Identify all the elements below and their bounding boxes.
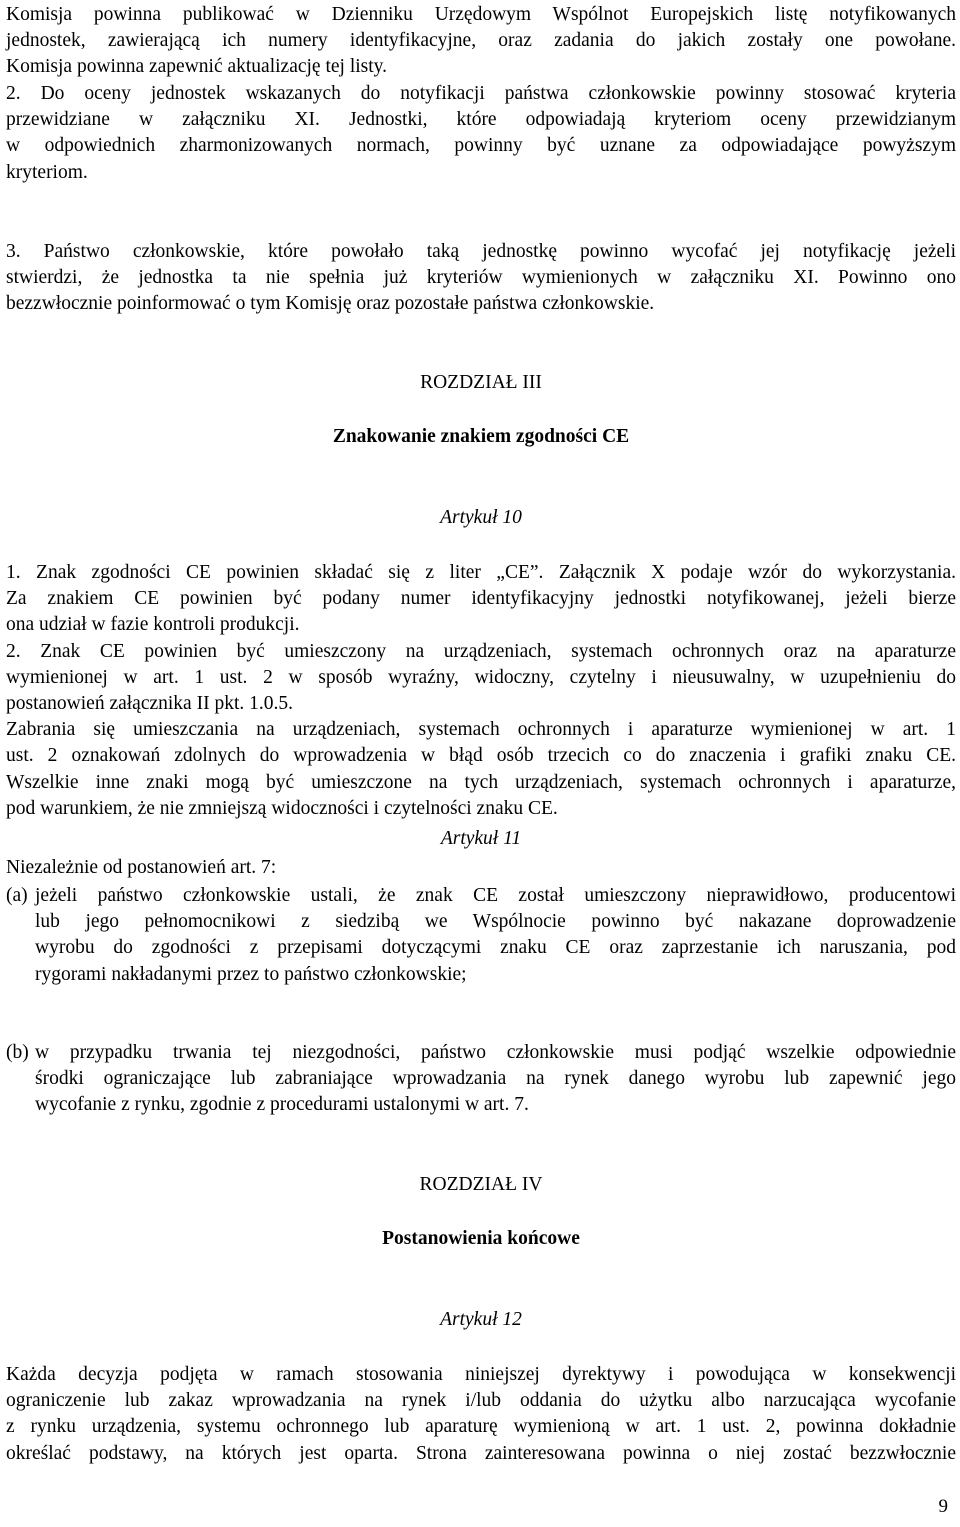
text-line: lub jego pełnomocnikowi z siedzibą we Wspólnocie powinno być nakazane doprowadzenie bbox=[35, 911, 956, 933]
article-10-text bbox=[6, 560, 956, 822]
list-item-b bbox=[6, 1040, 956, 1119]
text-line: środki ograniczające lub zabraniające wprowadzania na rynek danego wyrobu lub zapewnić jego bbox=[35, 1068, 956, 1090]
text-line: stwierdzi, że jednostka ta nie spełnia już kryteriów wymienionych w załączniku XI. Powinno ono bbox=[6, 267, 956, 289]
text-line: Wszelkie inne znaki mogą być umieszczone na tych urządzeniach, systemach ochronnych i aparaturze, bbox=[6, 771, 956, 793]
text-line: przewidziane w załączniku XI. Jednostki, które odpowiadają kryteriom oceny przewidzianym bbox=[6, 109, 956, 131]
text-line: 2. Do oceny jednostek wskazanych do notyfikacji państwa członkowskie powinny stosować kryteria bbox=[6, 83, 956, 104]
text-line: wycofanie z rynku, zgodnie z procedurami ustalonymi w art. 7. bbox=[35, 1094, 529, 1116]
text-line: Komisja powinna zapewnić aktualizację tej listy. bbox=[6, 56, 388, 78]
chapter-heading: ROZDZIAŁ III bbox=[420, 372, 542, 393]
text-line: z rynku urządzenia, systemu ochronnego lub aparaturę wymienioną w art. 1 ust. 2, powinna dokładnie bbox=[6, 1416, 956, 1438]
list-item-a bbox=[6, 883, 956, 988]
chapter-title: Postanowienia końcowe bbox=[382, 1228, 580, 1249]
text-line: wymienionej w art. 1 ust. 2 w sposób wyraźny, widoczny, czytelny i nieusuwalny, w uzupełnieniu do bbox=[6, 666, 956, 688]
chapter-title: Znakowanie znakiem zgodności CE bbox=[332, 426, 630, 447]
text-line: Zabrania się umieszczania na urządzeniach, systemach ochronnych i aparaturze wymienionej w art. 1 bbox=[6, 719, 956, 741]
text-line: kryteriom. bbox=[6, 161, 88, 183]
article-heading: Artykuł 11 bbox=[440, 828, 522, 849]
paragraph-2 bbox=[6, 81, 956, 186]
text-line: rygorami nakładanymi przez to państwo członkowskie; bbox=[35, 963, 467, 985]
text-line: 3. Państwo członkowskie, które powołało taką jednostkę powinno wycofać jej notyfikację jeżeli bbox=[6, 241, 956, 262]
text-line: ona udział w fazie kontroli produkcji. bbox=[6, 614, 300, 636]
text-line: bezzwłocznie poinformować o tym Komisję oraz pozostałe państwa członkowskie. bbox=[6, 293, 655, 315]
article-heading: Artykuł 10 bbox=[440, 507, 522, 528]
text-line: w przypadku trwania tej niezgodności, państwo członkowskie musi podjąć wszelkie odpowiednie bbox=[35, 1042, 956, 1063]
text-line: 2. Znak CE powinien być umieszczony na urządzeniach, systemach ochronnych oraz na aparaturze bbox=[6, 640, 956, 662]
article-heading: Artykuł 12 bbox=[440, 1309, 522, 1330]
paragraph-notified-bodies-list bbox=[6, 2, 956, 81]
text-line: jeżeli państwo członkowskie ustali, że znak CE został umieszczony nieprawidłowo, producentowi bbox=[35, 885, 956, 906]
text-line: w odpowiednich zharmonizowanych normach, powinny być uznane za odpowiadające powyższym bbox=[6, 135, 956, 157]
text-line: Komisja powinna publikować w Dzienniku Urzędowym Wspólnot Europejskich listę notyfikowanych bbox=[6, 4, 956, 25]
text-line: określać podstawy, na których jest oparta. Strona zainteresowana powinna o niej zostać bezzwłocznie bbox=[6, 1442, 956, 1464]
text-line: postanowień załącznika II pkt. 1.0.5. bbox=[6, 693, 293, 715]
text-line: wyrobu do zgodności z przepisami dotyczącymi znaku CE oraz zaprzestanie ich naruszania, pod bbox=[35, 937, 956, 959]
text-line: Za znakiem CE powinien być podany numer identyfikacyjny jednostki notyfikowanej, jeżeli bierze bbox=[6, 588, 956, 610]
document-page bbox=[6, 0, 956, 1527]
text-line: jednostek, zawierającą ich numery identyfikacyjne, oraz zadania do jakich zostały one powołane. bbox=[6, 30, 956, 52]
text-line: ust. 2 oznakowań zdolnych do wprowadzenia w błąd osób trzecich co do znaczenia i grafiki znaku CE. bbox=[6, 745, 956, 767]
list-item-label: (b) bbox=[6, 1042, 29, 1063]
paragraph-3 bbox=[6, 239, 956, 318]
article-11-intro bbox=[6, 855, 956, 881]
list-item-label: (a) bbox=[6, 885, 28, 906]
text-line: pod warunkiem, że nie zmniejszą widoczności i czytelności znaku CE. bbox=[6, 797, 558, 819]
text-line: 1. Znak zgodności CE powinien składać się z liter „CE”. Załącznik X podaje wzór do wykorzystania. bbox=[6, 562, 956, 583]
text-line: ograniczenie lub zakaz wprowadzania na rynek i/lub oddania do użytku albo narzucająca wycofanie bbox=[6, 1390, 956, 1412]
article-12-text bbox=[6, 1362, 956, 1467]
text-line: Każda decyzja podjęta w ramach stosowania niniejszej dyrektywy i powodująca w konsekwencji bbox=[6, 1364, 956, 1385]
chapter-heading: ROZDZIAŁ IV bbox=[419, 1174, 543, 1195]
text-line: Niezależnie od postanowień art. 7: bbox=[6, 857, 277, 878]
page-number: 9 bbox=[938, 1496, 948, 1517]
